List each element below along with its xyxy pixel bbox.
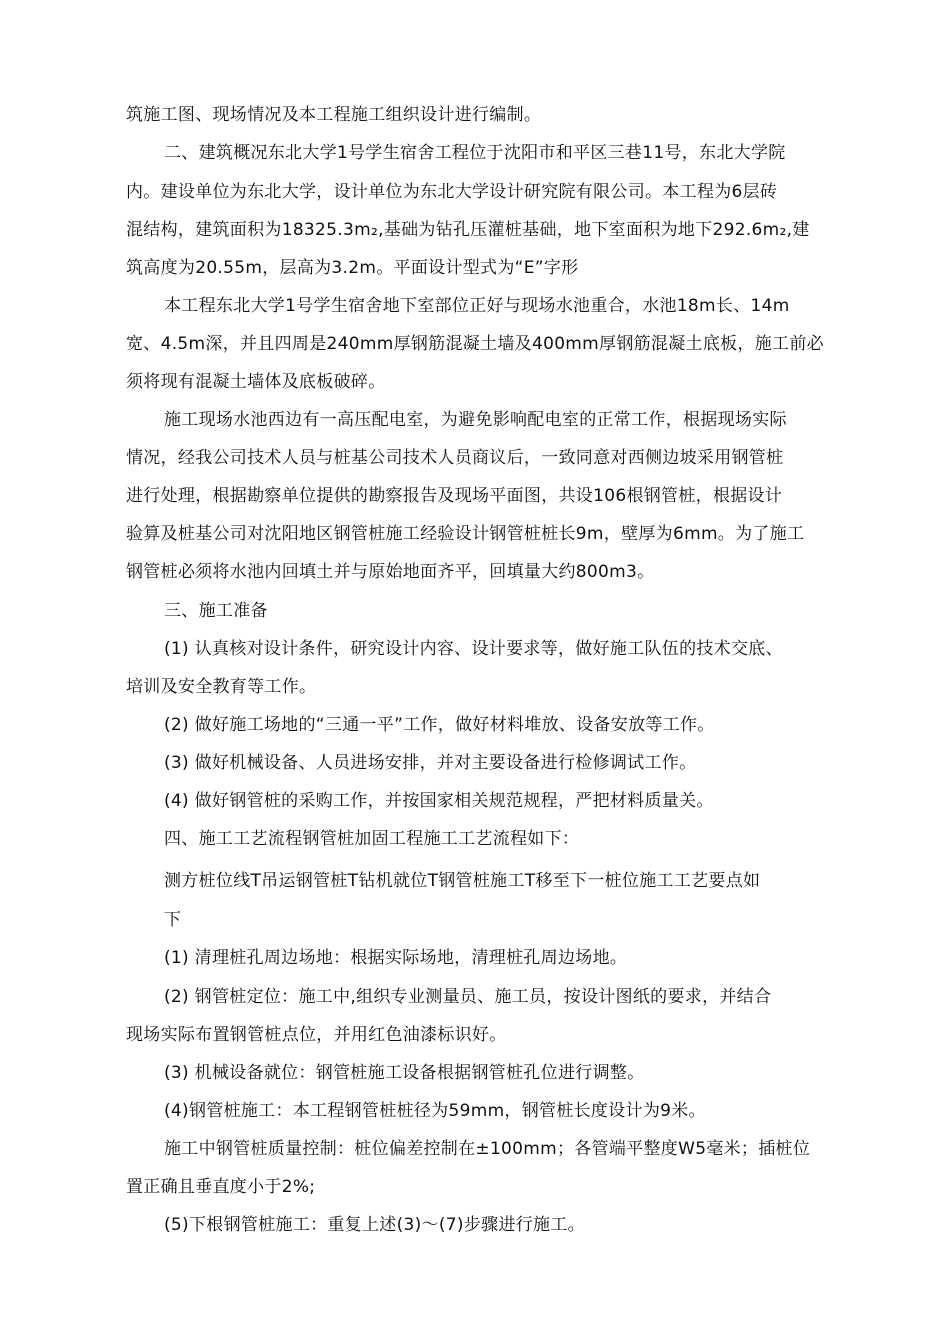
text-line: 本工程东北大学1号学生宿舍地下室部位正好与现场水池重合，水池18m长、14m <box>164 296 790 316</box>
text-line: 二、建筑概况东北大学1号学生宿舍工程位于沈阳市和平区三巷11号，东北大学院 <box>164 143 786 163</box>
text-line: (2) 做好施工场地的“三通一平”工作，做好材料堆放、设备安放等工作。 <box>164 715 715 735</box>
text-line: 混结构，建筑面积为18325.3m₂,基础为钻孔压灌桩基础，地下室面积为地下292.6m₂,建 <box>126 220 810 240</box>
section-heading: 三、施工准备 <box>164 601 268 621</box>
section-heading: 四、施工工艺流程钢管桩加固工程施工工艺流程如下： <box>164 829 580 849</box>
text-line: 验算及桩基公司对沈阳地区钢管桩施工经验设计钢管桩桩长9m，壁厚为6mm。为了施工 <box>126 524 805 544</box>
text-line: (2) 钢管桩定位：施工中,组织专业测量员、施工员，按设计图纸的要求，并结合 <box>164 987 772 1007</box>
text-line: 施工中钢管桩质量控制：桩位偏差控制在±100mm；各管端平整度W5毫米；插桩位 <box>164 1139 811 1159</box>
text-line: 钢管桩必须将水池内回填土并与原始地面齐平，回填量大约800m3。 <box>126 562 655 582</box>
text-line: 测方桩位线T吊运钢管桩T钻机就位T钢管桩施工T移至下一桩位施工工艺要点如 <box>164 871 761 891</box>
text-line: 须将现有混凝土墙体及底板破碎。 <box>126 372 386 392</box>
text-line: (3) 机械设备就位：钢管桩施工设备根据钢管桩孔位进行调整。 <box>164 1063 645 1083</box>
text-line: 情况，经我公司技术人员与桩基公司技术人员商议后，一致同意对西侧边坡采用钢管桩 <box>126 448 784 468</box>
text-line: 进行处理，根据勘察单位提供的勘察报告及现场平面图，共设106根钢管桩，根据设计 <box>126 486 783 506</box>
text-line: 现场实际布置钢管桩点位，并用红色油漆标识好。 <box>126 1025 507 1045</box>
text-line: (3) 做好机械设备、人员进场安排，并对主要设备进行检修调试工作。 <box>164 753 697 773</box>
text-line: 下 <box>164 910 182 930</box>
text-line: 施工现场水池西边有一高压配电室，为避免影响配电室的正常工作，根据现场实际 <box>164 410 787 430</box>
text-line: (5)下根钢管桩施工：重复上述(3)～(7)步骤进行施工。 <box>164 1215 585 1235</box>
text-line: (1) 认真核对设计条件，研究设计内容、设计要求等，做好施工队伍的技术交底、 <box>164 639 783 659</box>
text-line: 宽、4.5m深，并且四周是240mm厚钢筋混凝土墙及400mm厚钢筋混凝土底板，施工前必 <box>126 334 824 354</box>
text-line: 置正确且垂直度小于2%; <box>126 1177 316 1197</box>
text-line: (4)钢管桩施工：本工程钢管桩桩径为59mm，钢管桩长度设计为9米。 <box>164 1101 706 1121</box>
text-line: 内。建设单位为东北大学，设计单位为东北大学设计研究院有限公司。本工程为6层砖 <box>126 182 778 202</box>
text-line: (1) 清理桩孔周边场地：根据实际场地，清理桩孔周边场地。 <box>164 948 628 968</box>
text-line: (4) 做好钢管桩的采购工作，并按国家相关规范规程，严把材料质量关。 <box>164 791 714 811</box>
text-line: 筑施工图、现场情况及本工程施工组织设计进行编制。 <box>126 105 542 125</box>
text-line: 筑高度为20.55m，层高为3.2m。平面设计型式为“E”字形 <box>126 258 579 278</box>
text-line: 培训及安全教育等工作。 <box>126 677 317 697</box>
